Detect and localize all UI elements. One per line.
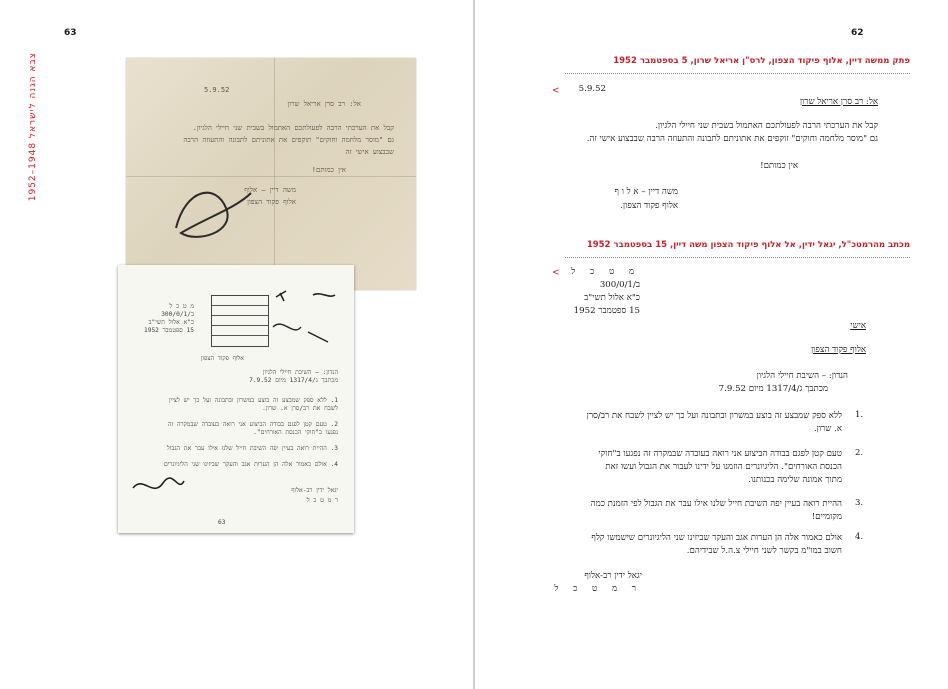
- scan-letter-paragraph: 3. ההיית רואה בעיין יפה השיבת חייל שלנו אילו עבר את הגבול: [166, 445, 338, 452]
- arrow-marker: <: [552, 86, 560, 96]
- scan-note-line: גם "מוסר מלחמה וחוקים" תוקפים את אתוניתם לתבונה והתעוזה הרבה: [183, 136, 394, 144]
- item-line: ההיית רואה בעיין יפה השיבת חייל שלנו אילו עבר את הגבול לפי הזמנת כמה: [590, 499, 842, 509]
- handwritten-signature: [128, 473, 188, 499]
- vertical-running-title: 1952–1948 צבא הגנה לישראל: [28, 52, 38, 202]
- note-body-line: גם "מוסר מלחמה וחוקים" זוקפים את אתוניתם לתבונה והתעוזה הרבה שבבצוע אישי זה.: [586, 134, 878, 144]
- item-line: מתוך אמונה שלימה בכנותנו.: [748, 475, 842, 485]
- note-signature-name: משה דיין – א ל ו ף: [614, 187, 678, 197]
- scan-letter-ref: מכתבך ג/1317/4 מיום 7.9.52: [249, 377, 338, 384]
- scan-letter-signature-name: יגאל ידין רב-אלוף: [291, 487, 338, 494]
- scan-note-line: קבל את הערכתי הרבה לפעולתכם האתמול בשבית שני חיילי הלגיון.: [192, 124, 394, 132]
- letter-to: אלוף פקוד הצפון: [810, 345, 866, 355]
- fold-line: [126, 176, 416, 177]
- item-line: א. שרון.: [813, 424, 842, 434]
- item-number: 2.: [855, 448, 864, 458]
- item-line: טעם קטן לפגם בבודה הביצוע אני רואה בעובדה שבמקרה זה נפגעו ב"חוקי: [598, 449, 842, 459]
- scan-note-addressee: אל: רב סרן אריאל שרון: [287, 100, 361, 108]
- item-line: ללא ספק שמבצע זה בוצע במשרון ובתבונה ועל כך יש לציין לשבח את רב/סרן: [586, 411, 842, 421]
- dotted-divider: [565, 257, 910, 258]
- fold-line: [274, 58, 275, 290]
- letter-header: כ"א אלול תשי"ב: [584, 293, 640, 303]
- registry-stamp: [211, 295, 269, 347]
- item-number: 1.: [855, 410, 864, 420]
- note-addressee: אל: רב סרן אריאל שרון: [799, 97, 878, 107]
- scan-letter-to: אלוף פקוד הצפון: [200, 355, 244, 362]
- page-number-right: 62: [851, 28, 864, 38]
- note-signature-title: אלוף פקוד הצפון.: [620, 201, 678, 211]
- scan-note-signature-title: אלוף פקוד הצפון: [247, 198, 296, 206]
- handwritten-signature: [166, 178, 256, 248]
- dotted-divider: [565, 73, 910, 74]
- handwritten-marks: [268, 287, 343, 357]
- scan-letter-header: ב/300/0/1: [161, 311, 194, 318]
- letter-signature-title: ר מ ט כ ל: [554, 584, 642, 594]
- scan-note-line: אין כמותם!: [311, 166, 346, 174]
- scan-note-signature-name: משה דיין – אלוף: [244, 186, 296, 194]
- letter-header: ב/300/0/1: [599, 280, 640, 290]
- letter-signature-name: יגאל ידין רב-אלוף: [584, 571, 642, 581]
- note-closing: אין כמותם!: [760, 161, 798, 171]
- scan-letter-header: 15 ספטמבר 1952: [144, 327, 194, 334]
- scan-letter-header: כ"א אלול תשי"ב: [148, 319, 194, 326]
- scan-letter-paragraph: 2. טעם קטן לפגם בבודה הביצוע אני רואה בעובדה שבמקרה זה: [167, 421, 338, 428]
- scanned-letter-image: [118, 265, 354, 533]
- note-date: 5.9.52: [578, 84, 606, 94]
- scan-letter-paragraph: 1. ללא ספק שמבצע זה בוצע במשרון ובתבונה ועל כך יש לציין: [168, 397, 338, 404]
- scan-letter-paragraph: 4. אולם כאמור אלה הן הערות אגב והעקר שביזינו שני הליגיונרים: [163, 461, 338, 468]
- left-page: [0, 0, 473, 689]
- scan-note-line: שבבצוע אישי זה: [345, 148, 394, 156]
- scan-note-date: 5.9.52: [204, 86, 230, 94]
- scan-letter-subject: הנדון: – השיבת חיילי הלגיון: [262, 369, 338, 376]
- item-number: 4.: [855, 532, 864, 542]
- item-line: הכנסת האורחים". הליגיונרים הוזמנו על ידינו לעבור את הגבול ועשו זאת: [605, 462, 842, 472]
- item-line: מקומיים!: [811, 512, 842, 522]
- scan-letter-footer: 63: [218, 519, 226, 526]
- letter-header: 15 ספטמבר 1952: [573, 306, 640, 316]
- item-number: 3.: [855, 498, 864, 508]
- scanned-note-image: [126, 58, 416, 290]
- letter-personal: אישי: [850, 321, 866, 331]
- letter-subject: הנדון: – השיבת חיילי הלגיון: [756, 371, 848, 381]
- page-number-left: 63: [64, 28, 77, 38]
- item-line: אולם כאמור אלה הן הערות אגב והעקר שביזינו שני הליגיונרים שישמשו קלף: [591, 533, 842, 543]
- note-body-line: קבל את הערכתי הרבה לפעולתכם האתמול בשבית שני חיילי הלגיון.: [655, 121, 878, 131]
- section-title: מכתב מהרמטכ"ל, יגאל ידין, אל אלוף פיקוד הצפון משה דיין, 15 בספטמבר 1952: [586, 240, 910, 250]
- scan-letter-paragraph: לשבח את רב/סרן א. שרון.: [262, 405, 338, 412]
- item-line: חשוב במו"מ בקשר לשני חיילי צ.ה.ל שבידיהם.: [686, 546, 842, 556]
- section-title: פתק ממשה דיין, אלוף פיקוד הצפון, לרס"ן אריאל שרון, 5 בספטמבר 1952: [613, 56, 910, 66]
- arrow-marker: <: [552, 268, 560, 278]
- scan-letter-paragraph: נפגעו ב"חוקי הכנסת האורחים".: [253, 429, 338, 436]
- scan-letter-header: מ ט כ ל: [169, 303, 194, 310]
- letter-header: מ ט כ ל: [571, 267, 640, 277]
- scan-letter-signature-title: ר מ ט כ ל: [306, 497, 338, 504]
- letter-reference: מכתבך ג/1317/4 מיום 7.9.52: [718, 384, 828, 394]
